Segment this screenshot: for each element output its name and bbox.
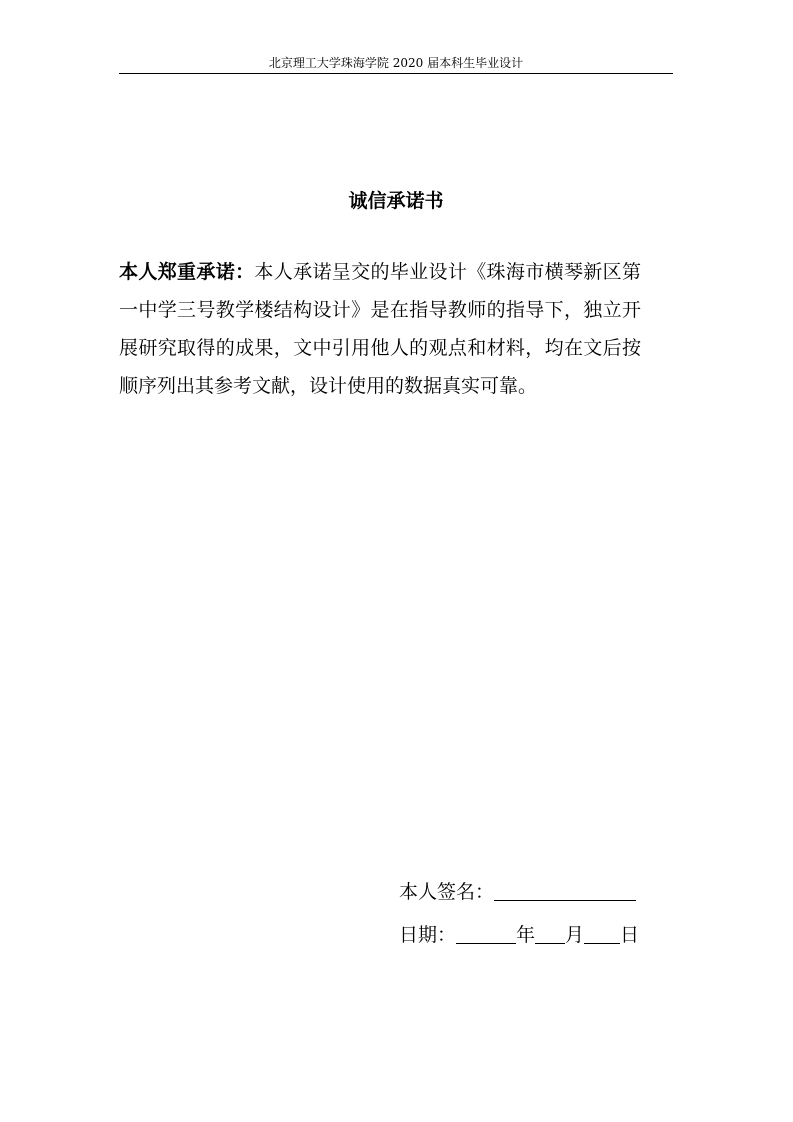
date-label: 日期： [399, 924, 457, 946]
year-label: 年 [516, 924, 536, 946]
page-title: 诚信承诺书 [348, 190, 444, 212]
pledge-lead: 本人郑重承诺： [119, 261, 255, 283]
header-rule [119, 73, 673, 74]
page-header: 北京理工大学珠海学院 2020 届本科生毕业设计 [268, 56, 524, 70]
pledge-paragraph [119, 253, 641, 405]
day-label: 日 [620, 924, 640, 946]
signature-row [399, 879, 636, 905]
date-row [399, 922, 639, 948]
pledge-body: 本人承诺呈交的毕业设计《珠海市横琴新区第一中学三号教学楼结构设计》是在指导教师的指导下，独立开展研究取得的成果，文中引用他人的观点和材料，均在文后按顺序列出其参考文献，设计使用的数据真实可靠。 [119, 261, 641, 397]
year-field[interactable] [456, 924, 516, 944]
signature-field[interactable] [494, 881, 636, 901]
month-label: 月 [565, 924, 585, 946]
signature-label: 本人签名： [399, 881, 495, 903]
day-field[interactable] [584, 924, 620, 944]
month-field[interactable] [535, 924, 565, 944]
